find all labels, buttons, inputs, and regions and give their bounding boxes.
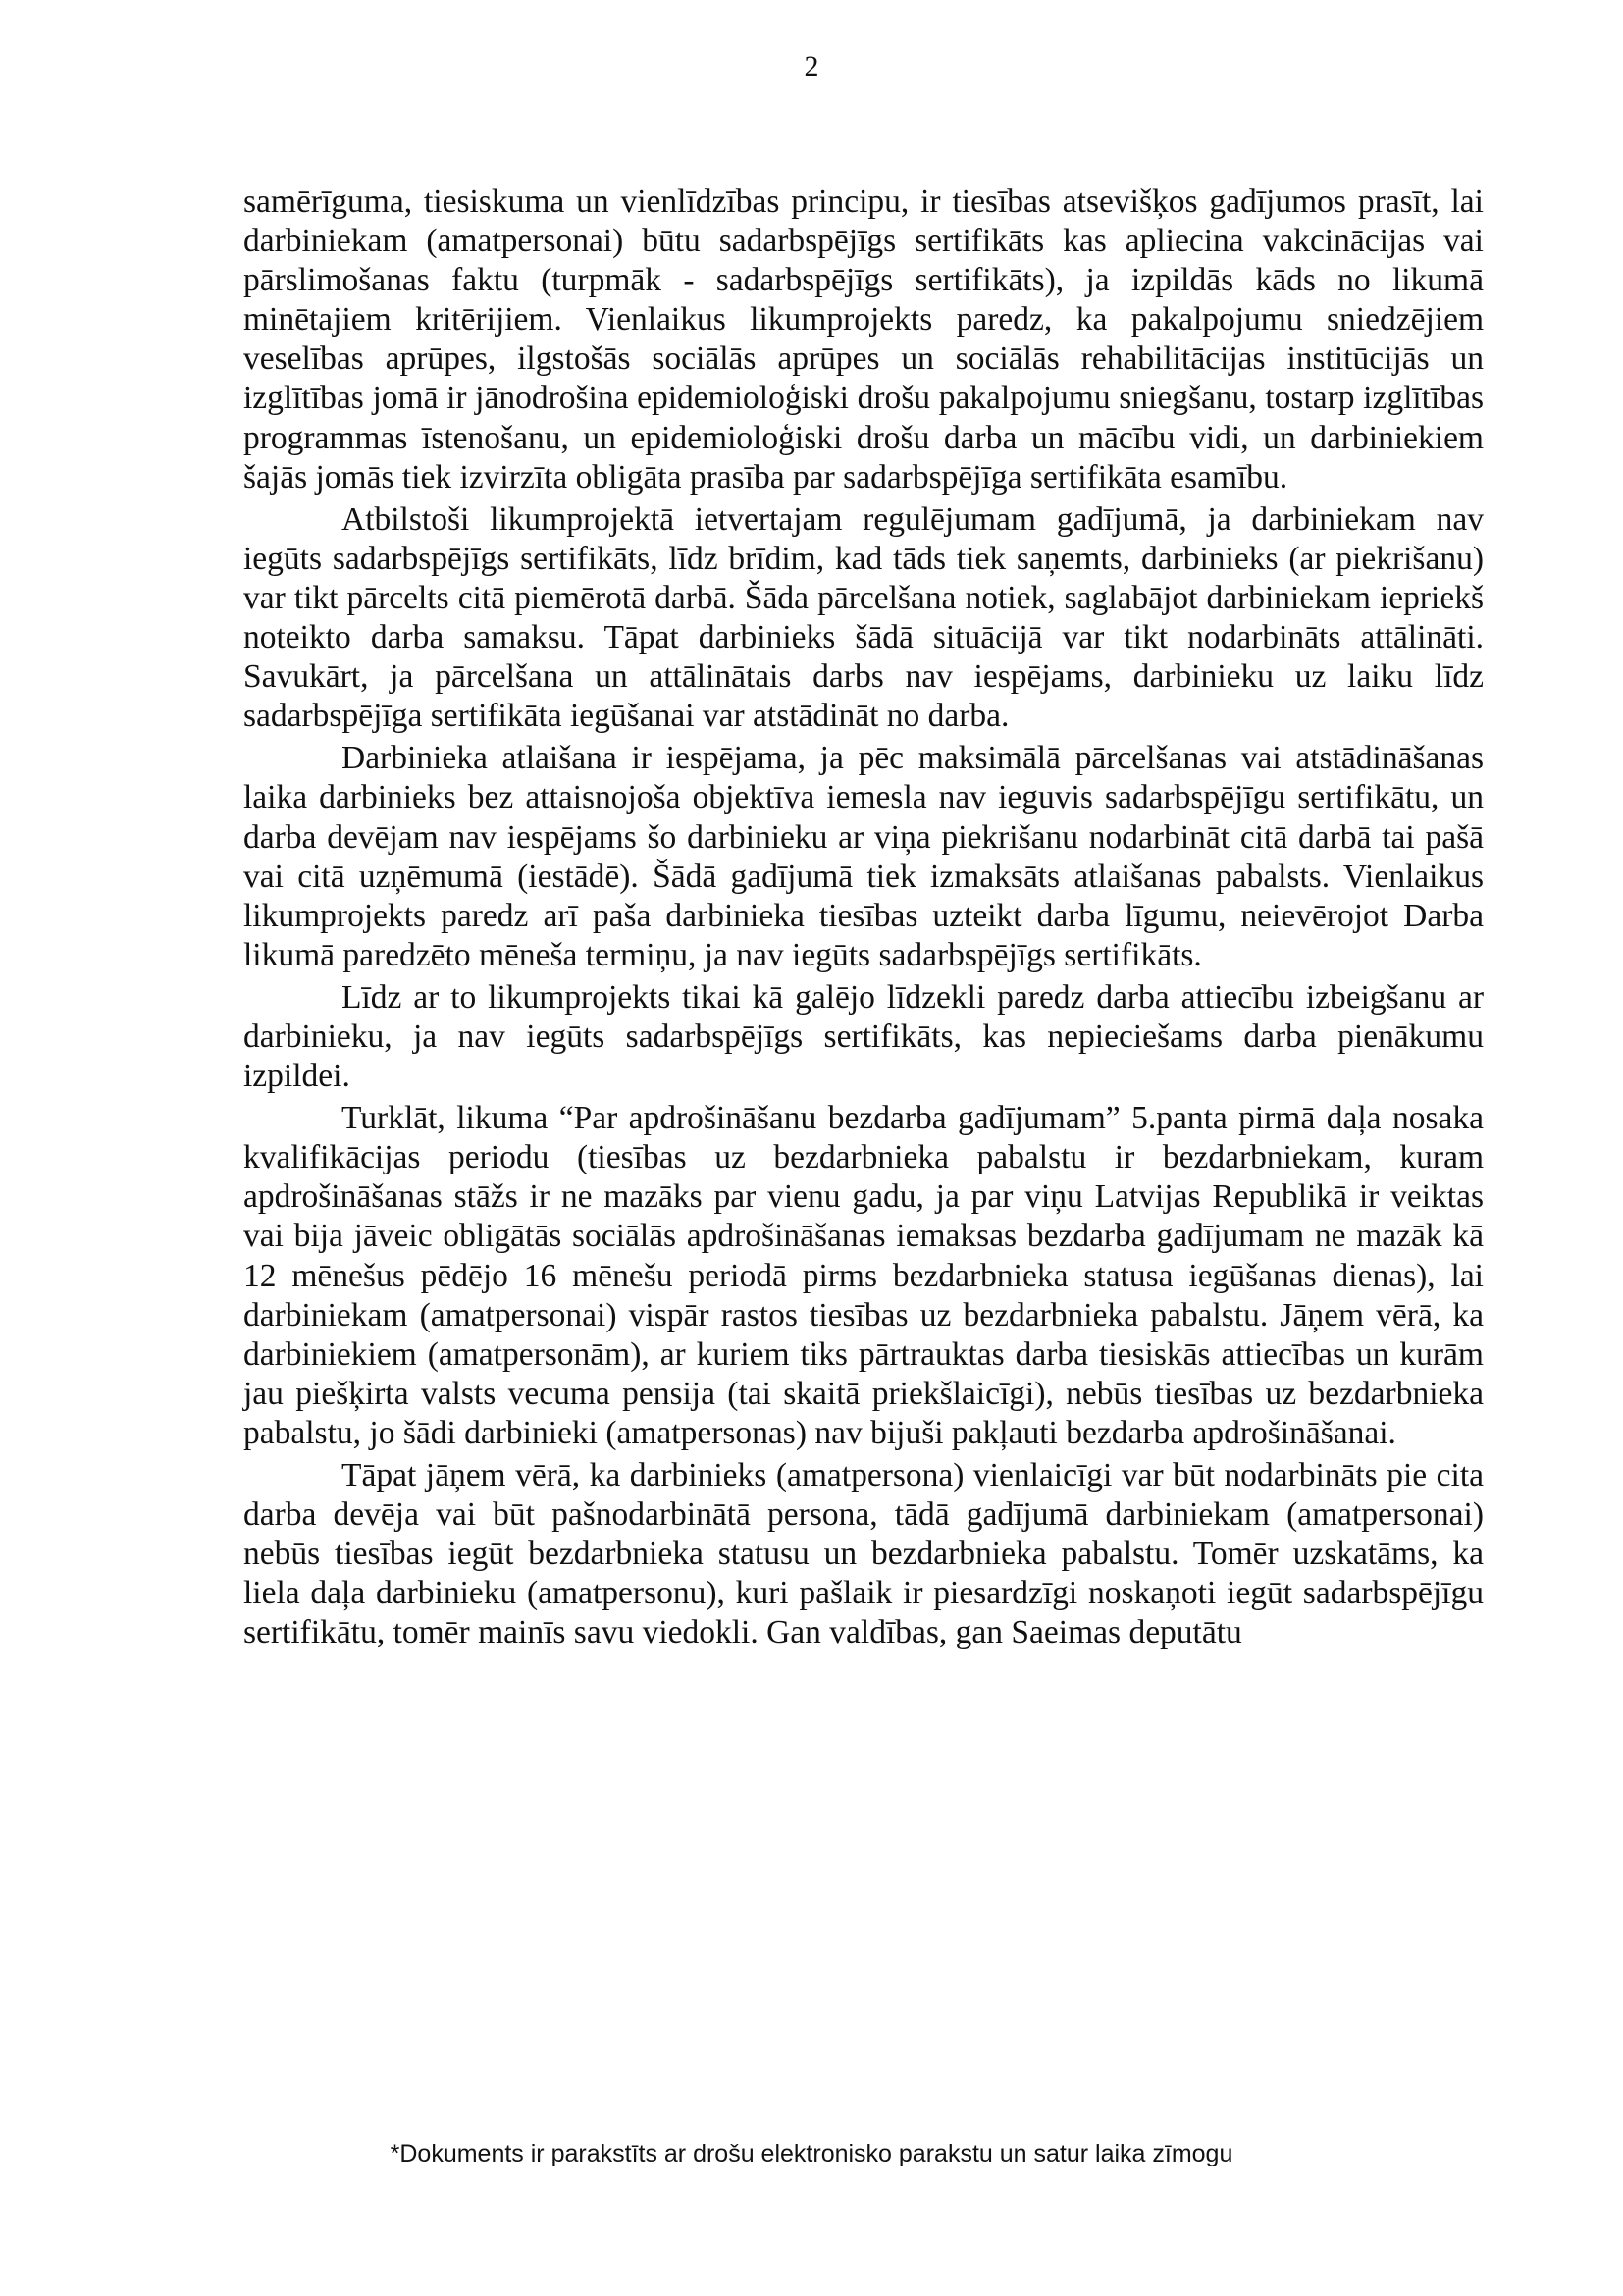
paragraph: Tāpat jāņem vērā, ka darbinieks (amatpersona) vienlaicīgi var būt nodarbināts pie cita darba devēja vai būt pašnodarbinātā persona, tādā gadījumā darbiniekam (amatpersonai) nebūs tiesības iegūt bezdarbnieka statusu un bezdarbnieka pabalstu. Tomēr uzskatāms, ka liela daļa darbinieku (amatpersonu), kuri pašlaik ir piesardzīgi noskaņoti iegūt sadarbspējīgu sertifikātu, tomēr mainīs savu viedokli. Gan valdības, gan Saeimas deputātu xyxy=(243,1457,1484,1651)
footer-signature-note: *Dokuments ir parakstīts ar drošu elektronisko parakstu un satur laika zīmogu xyxy=(390,2140,1233,2167)
paragraph: Atbilstoši likumprojektā ietvertajam regulējumam gadījumā, ja darbiniekam nav iegūts sadarbspējīgs sertifikāts, līdz brīdim, kad tāds tiek saņemts, darbinieks (ar piekrišanu) var tikt pārcelts citā piemērotā darbā. Šāda pārcelšana notiek, saglabājot darbiniekam iepriekš noteikto darba samaksu. Tāpat darbinieks šādā situācijā var tikt nodarbināts attālināti. Savukārt, ja pārcelšana un attālinātais darbs nav iespējams, darbinieku uz laiku līdz sadarbspējīga sertifikāta iegūšanai var atstādināt no darba. xyxy=(243,500,1484,735)
paragraph: samērīguma, tiesiskuma un vienlīdzības principu, ir tiesības atsevišķos gadījumos prasīt, lai darbiniekam (amatpersonai) būtu sadarbspējīgs sertifikāts kas apliecina vakcinācijas vai pārslimošanas faktu (turpmāk - sadarbspējīgs sertifikāts), ja izpildās kāds no likumā minētajiem kritērijiem. Vienlaikus likumprojekts paredz, ka pakalpojumu sniedzējiem veselības aprūpes, ilgstošās sociālās aprūpes un sociālās rehabilitācijas institūcijās un izglītības jomā ir jānodrošina epidemioloģiski drošu pakalpojumu sniegšanu, tostarp izglītības programmas īstenošanu, un epidemioloģiski drošu darba un mācību vidi, un darbiniekiem šajās jomās tiek izvirzīta obligāta prasība par sadarbspējīga sertifikāta esamību. xyxy=(243,183,1484,496)
paragraph: Darbinieka atlaišana ir iespējama, ja pēc maksimālā pārcelšanas vai atstādināšanas laika darbinieks bez attaisnojoša objektīva iemesla nav ieguvis sadarbspējīgu sertifikātu, un darba devējam nav iespējams šo darbinieku ar viņa piekrišanu nodarbināt citā darbā tai pašā vai citā uzņēmumā (iestādē). Šādā gadījumā tiek izmaksāts atlaišanas pabalsts. Vienlaikus likumprojekts paredz arī paša darbinieka tiesības uzteikt darba līgumu, neievērojot Darba likumā paredzēto mēneša termiņu, ja nav iegūts sadarbspējīgs sertifikāts. xyxy=(243,740,1484,973)
page-number: 2 xyxy=(804,50,819,82)
paragraph: Līdz ar to likumprojekts tikai kā galējo līdzekli paredz darba attiecību izbeigšanu ar darbinieku, ja nav iegūts sadarbspējīgs sertifikāts, kas nepieciešams darba pienākumu izpildei. xyxy=(243,978,1484,1095)
document-body xyxy=(243,183,1484,1655)
paragraph: Turklāt, likuma “Par apdrošināšanu bezdarba gadījumam” 5.panta pirmā daļa nosaka kvalifikācijas periodu (tiesības uz bezdarbnieka pabalstu ir bezdarbniekam, kuram apdrošināšanas stāžs ir ne mazāks par vienu gadu, ja par viņu Latvijas Republikā ir veiktas vai bija jāveic obligātās sociālās apdrošināšanas iemaksas bezdarba gadījumam ne mazāk kā 12 mēnešus pēdējo 16 mēnešu periodā pirms bezdarbnieka statusa iegūšanas dienas), lai darbiniekam (amatpersonai) vispār rastos tiesības uz bezdarbnieka pabalstu. Jāņem vērā, ka darbiniekiem (amatpersonām), ar kuriem tiks pārtrauktas darba tiesiskās attiecības un kurām jau piešķirta valsts vecuma pensija (tai skaitā priekšlaicīgi), nebūs tiesības uz bezdarbnieka pabalstu, jo šādi darbinieki (amatpersonas) nav bijuši pakļauti bezdarba apdrošināšanai. xyxy=(243,1100,1484,1451)
